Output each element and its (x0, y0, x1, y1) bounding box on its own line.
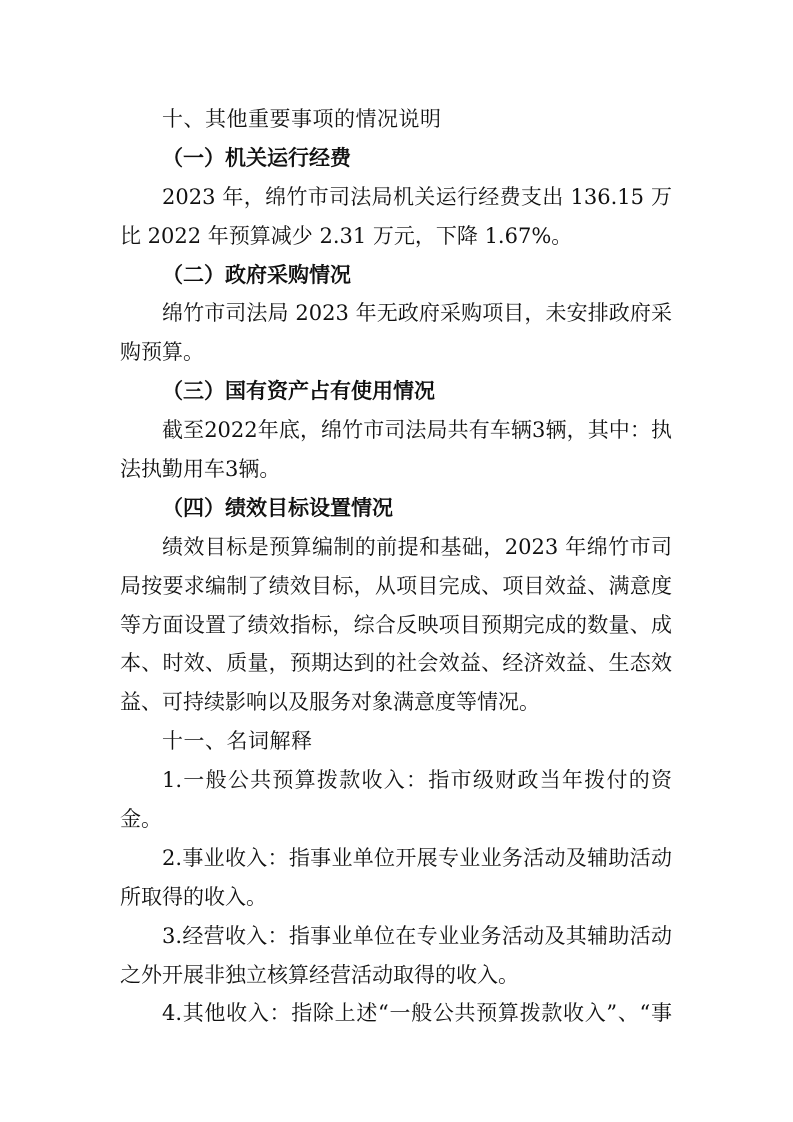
glossary-item (120, 917, 672, 995)
paragraph-line: 截至2022年底，绵竹市司法局共有车辆3辆，其中：执 (162, 418, 672, 443)
paragraph-line: 购预算。 (120, 340, 204, 365)
paragraph-line: 局按要求编制了绩效目标，从项目完成、项目效益、满意度 (120, 573, 672, 598)
paragraph-line: 比 2022 年预算减少 2.31 万元，下降 1.67%。 (120, 223, 573, 248)
subsection-performance-targets (120, 489, 672, 722)
paragraph-line: 法执勤用车3辆。 (120, 457, 281, 482)
paragraph-line: 4.其他收入：指除上述“一般公共预算拨款收入”、“事 (162, 1001, 672, 1026)
section-title: 十一、名词解释 (162, 729, 313, 754)
paragraph-line: 绩效目标是预算编制的前提和基础，2023 年绵竹市司 (162, 534, 672, 559)
subsection-state-assets (120, 372, 672, 489)
subsection-government-procurement (120, 256, 672, 373)
document-body (120, 100, 672, 1033)
paragraph-line: 金。 (120, 807, 162, 832)
subsection-title: （三）国有资产占有使用情况 (162, 378, 435, 404)
paragraph-line: 等方面设置了绩效指标，综合反映项目预期完成的数量、成 (120, 612, 672, 637)
glossary-item (120, 761, 672, 839)
subsection-operating-expenses (120, 139, 672, 256)
paragraph-line: 2.事业收入：指事业单位开展专业业务活动及辅助活动 (162, 845, 672, 870)
subsection-title: （二）政府采购情况 (162, 261, 351, 287)
paragraph-line: 1.一般公共预算拨款收入：指市级财政当年拨付的资 (162, 768, 672, 793)
paragraph-line: 2023 年，绵竹市司法局机关运行经费支出 136.15 万 (162, 184, 672, 209)
paragraph-line: 3.经营收入：指事业单位在专业业务活动及其辅助活动 (162, 923, 672, 948)
paragraph-line: 绵竹市司法局 2023 年无政府采购项目，未安排政府采 (162, 301, 672, 326)
paragraph-line: 之外开展非独立核算经营活动取得的收入。 (120, 962, 519, 987)
section-title: 十、其他重要事项的情况说明 (162, 107, 442, 131)
glossary-item (120, 839, 672, 917)
subsection-title: （四）绩效目标设置情况 (162, 494, 393, 520)
subsection-title: （一）机关运行经费 (162, 144, 351, 170)
glossary-item (120, 994, 672, 1033)
paragraph-line: 所取得的收入。 (120, 884, 267, 909)
paragraph-line: 益、可持续影响以及服务对象满意度等情况。 (120, 690, 540, 715)
paragraph-line: 本、时效、质量，预期达到的社会效益、经济效益、生态效 (120, 651, 672, 676)
